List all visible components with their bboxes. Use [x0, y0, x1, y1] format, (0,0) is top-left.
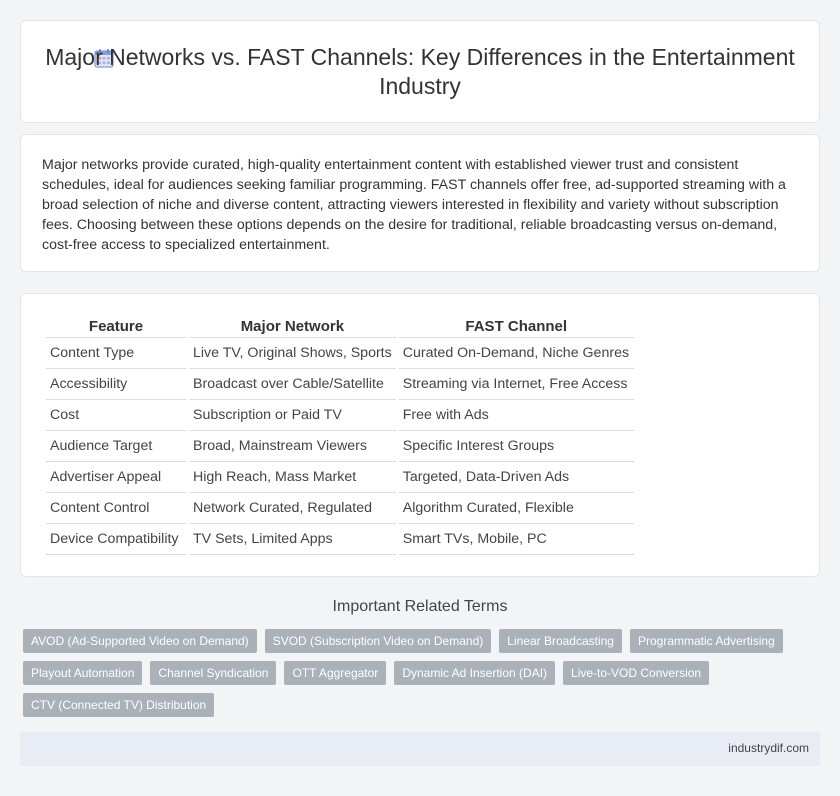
table-cell: Streaming via Internet, Free Access — [399, 369, 634, 400]
table-cell: Cost — [46, 400, 186, 431]
table-row — [46, 431, 634, 462]
tag-channel-syndication[interactable]: Channel Syndication — [150, 661, 276, 685]
tag-avod[interactable]: AVOD (Ad-Supported Video on Demand) — [23, 629, 257, 653]
table-cell: High Reach, Mass Market — [189, 462, 396, 493]
table-cell: Audience Target — [46, 431, 186, 462]
comparison-table — [43, 316, 637, 555]
intro-card — [20, 134, 820, 272]
table-row — [46, 400, 634, 431]
table-cell: Network Curated, Regulated — [189, 493, 396, 524]
table-cell: Content Control — [46, 493, 186, 524]
comparison-card — [20, 293, 820, 577]
column-header-major-network: Major Network — [189, 316, 396, 338]
footer-site-link[interactable]: industrydif.com — [728, 741, 809, 755]
tag-live-to-vod[interactable]: Live-to-VOD Conversion — [563, 661, 709, 685]
table-cell: Accessibility — [46, 369, 186, 400]
related-terms-tags — [23, 629, 803, 725]
table-cell: Smart TVs, Mobile, PC — [399, 524, 634, 555]
table-cell: TV Sets, Limited Apps — [189, 524, 396, 555]
table-cell: Device Compatibility — [46, 524, 186, 555]
table-cell: Targeted, Data-Driven Ads — [399, 462, 634, 493]
table-cell: Algorithm Curated, Flexible — [399, 493, 634, 524]
column-header-feature: Feature — [46, 316, 186, 338]
tag-ctv-distribution[interactable]: CTV (Connected TV) Distribution — [23, 693, 214, 717]
table-cell: Broad, Mainstream Viewers — [189, 431, 396, 462]
table-header-row — [46, 316, 634, 338]
table-row — [46, 462, 634, 493]
table-cell: Subscription or Paid TV — [189, 400, 396, 431]
page-title: Major Networks vs. FAST Channels: Key Differences in the Entertainment Industry — [45, 44, 795, 99]
column-header-fast-channel: FAST Channel — [399, 316, 634, 338]
table-cell: Broadcast over Cable/Satellite — [189, 369, 396, 400]
table-cell: Content Type — [46, 338, 186, 369]
tag-dynamic-ad-insertion[interactable]: Dynamic Ad Insertion (DAI) — [394, 661, 555, 685]
tag-linear-broadcasting[interactable]: Linear Broadcasting — [499, 629, 622, 653]
table-cell: Specific Interest Groups — [399, 431, 634, 462]
tag-ott-aggregator[interactable]: OTT Aggregator — [284, 661, 386, 685]
table-row — [46, 369, 634, 400]
footer — [20, 732, 820, 766]
table-cell: Free with Ads — [399, 400, 634, 431]
tag-svod[interactable]: SVOD (Subscription Video on Demand) — [265, 629, 492, 653]
table-row — [46, 338, 634, 369]
table-row — [46, 493, 634, 524]
related-terms-heading: Important Related Terms — [332, 598, 508, 615]
title-card — [20, 20, 820, 123]
tag-playout-automation[interactable]: Playout Automation — [23, 661, 142, 685]
intro-paragraph: Major networks provide curated, high-quality entertainment content with established viewer trust and consistent schedules, ideal for audiences seeking familiar programming. FAST channels offer free, ad-supported streaming with a broad selection of niche and diverse content, attracting viewers interested in flexibility and variety without subscription fees. Choosing between these options depends on the desire for traditional, reliable broadcasting versus on-demand, cost-free access to specialized entertainment. — [42, 157, 786, 253]
table-cell: Live TV, Original Shows, Sports — [189, 338, 396, 369]
table-cell: Advertiser Appeal — [46, 462, 186, 493]
table-row — [46, 524, 634, 555]
table-cell: Curated On-Demand, Niche Genres — [399, 338, 634, 369]
tag-programmatic-advertising[interactable]: Programmatic Advertising — [630, 629, 783, 653]
